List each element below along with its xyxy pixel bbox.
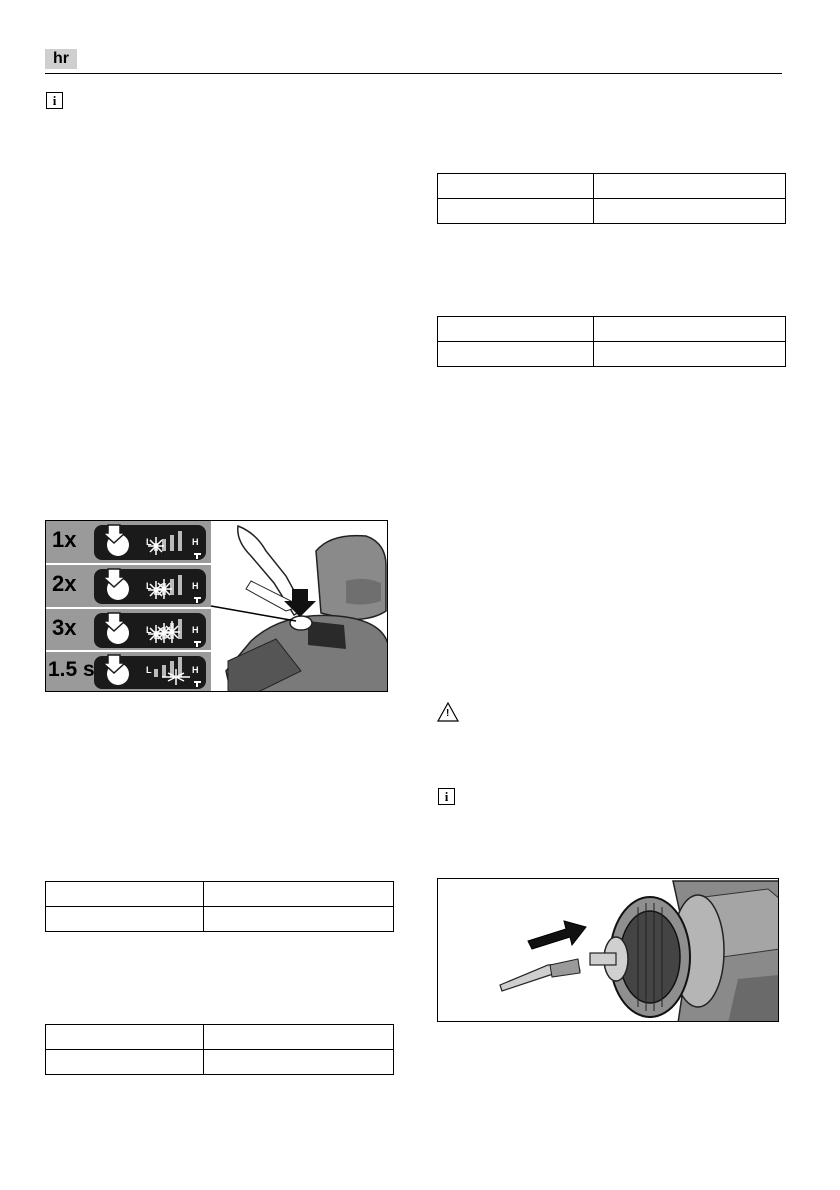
table-cell (46, 1025, 204, 1050)
scale-low-label: L (146, 581, 152, 591)
table-cell (438, 317, 594, 342)
scale-low-label: L (146, 537, 152, 547)
table-cell (594, 174, 786, 199)
table-cell (204, 907, 394, 932)
led-mode-figure (45, 520, 388, 692)
table-cell (594, 342, 786, 367)
table-cell (204, 1025, 394, 1050)
table-cell (594, 199, 786, 224)
scale-high-label: H (192, 581, 199, 591)
info-icon: i (46, 92, 63, 109)
press-label-1: 1x (52, 527, 77, 552)
table-cell (46, 882, 204, 907)
press-label-2: 2x (52, 571, 77, 596)
info-icon: i (438, 788, 455, 805)
table-row (438, 199, 786, 224)
table-cell (438, 342, 594, 367)
table-cell (594, 317, 786, 342)
table-cell (204, 882, 394, 907)
scale-high-label: H (192, 537, 199, 547)
table-cell (46, 907, 204, 932)
table-row (46, 907, 394, 932)
press-label-3: 3x (52, 615, 77, 640)
spec-table-2 (437, 316, 786, 367)
table-row (438, 317, 786, 342)
language-tag: hr (45, 49, 77, 69)
scale-low-label: L (146, 625, 152, 635)
table-cell (438, 174, 594, 199)
warning-icon: ! (437, 702, 459, 722)
table-row (46, 882, 394, 907)
header-rule (45, 73, 782, 74)
scale-high-label: H (192, 665, 199, 675)
table-row (438, 174, 786, 199)
table-cell (46, 1050, 204, 1075)
table-row (438, 342, 786, 367)
table-cell (204, 1050, 394, 1075)
spec-table-3 (45, 881, 394, 932)
spec-table-1 (437, 173, 786, 224)
spec-table-4 (45, 1024, 394, 1075)
table-row (46, 1050, 394, 1075)
table-row (46, 1025, 394, 1050)
scale-low-label: L (146, 665, 152, 675)
bit-insertion-figure (437, 878, 779, 1022)
press-label-4: 1.5 s (48, 658, 95, 681)
scale-high-label: H (192, 625, 199, 635)
table-cell (438, 199, 594, 224)
